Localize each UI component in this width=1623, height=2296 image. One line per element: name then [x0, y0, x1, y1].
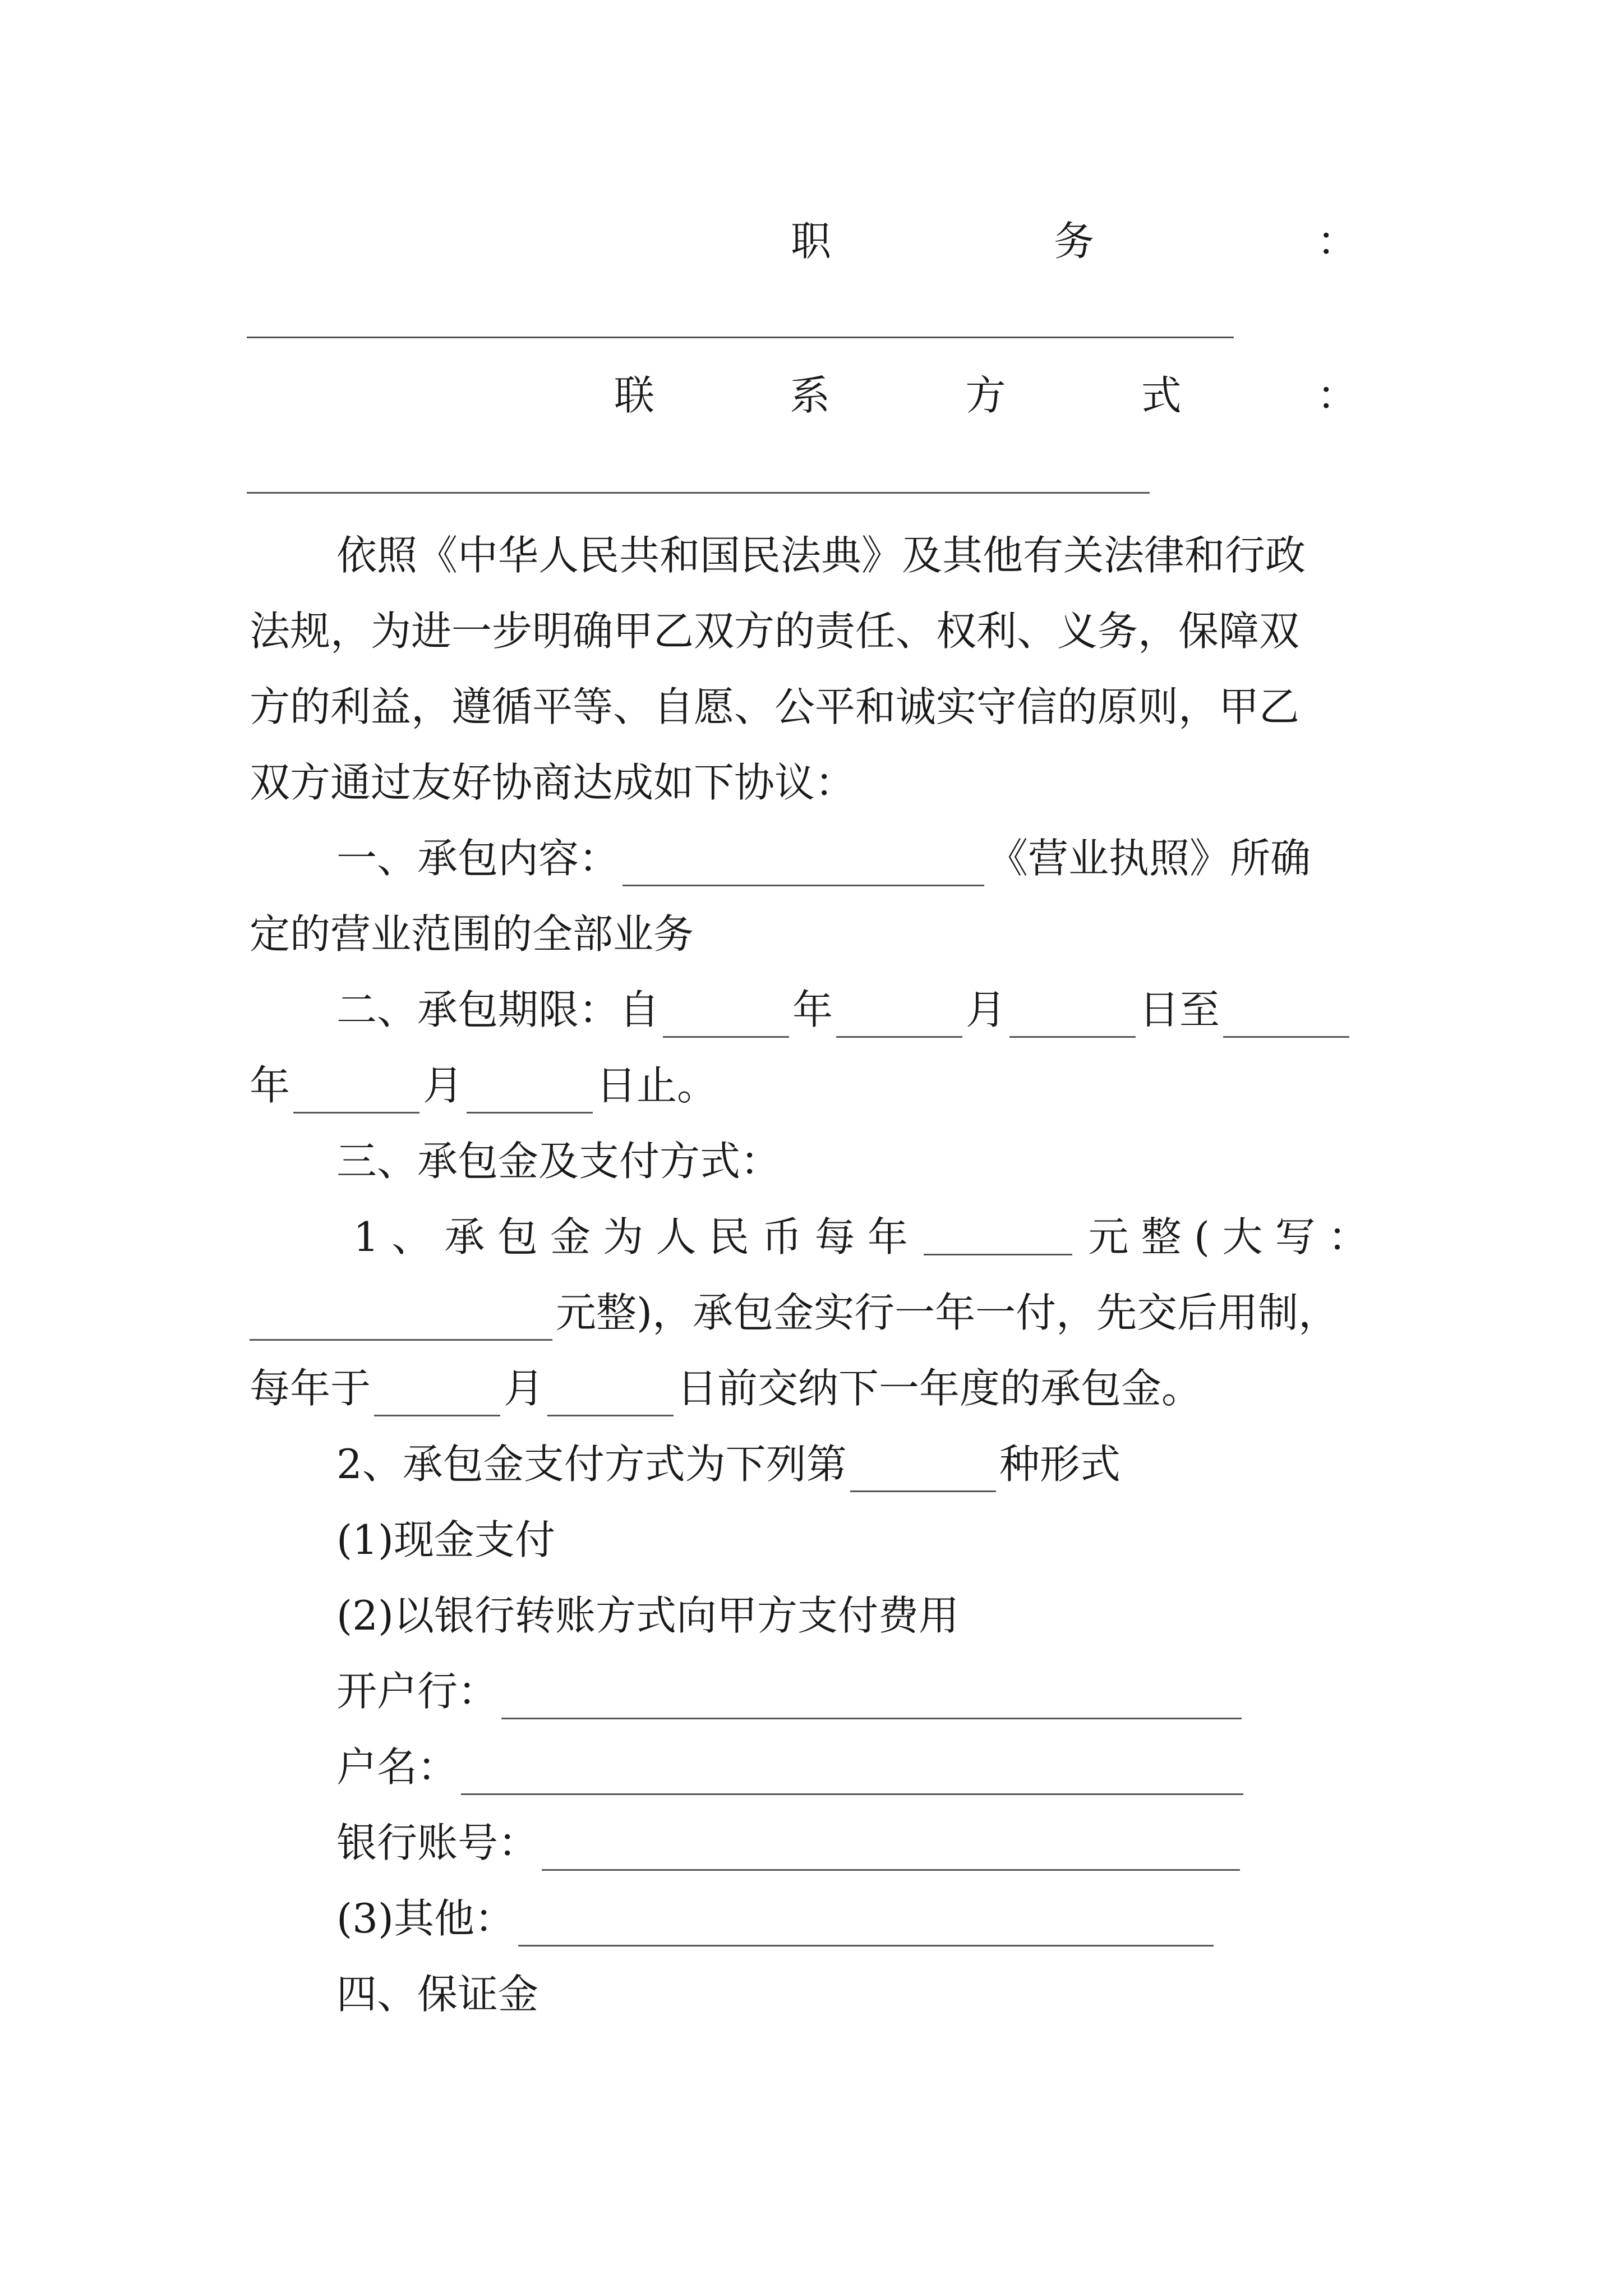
preamble-line: 依照《中华人民共和国民法典》及其他有关法律和行政	[336, 532, 1306, 579]
payment-option-cash: (1)现金支付	[336, 1516, 555, 1563]
bank-name-blank[interactable]	[501, 1673, 1242, 1719]
preamble-line: 方的利益，遵循平等、自愿、公平和诚实守信的原则，甲乙	[250, 683, 1300, 730]
account-name-field: 户名：	[250, 1739, 1399, 1795]
start-day-blank[interactable]	[1009, 991, 1136, 1038]
account-number-blank[interactable]	[542, 1824, 1240, 1871]
annual-fee-blank[interactable]	[924, 1209, 1072, 1255]
payment-item2: 2、承包金支付方式为下列第 种形式	[250, 1436, 1399, 1492]
deadline-day-blank[interactable]	[547, 1370, 674, 1416]
contact-char: 式	[1141, 372, 1182, 419]
other-method-blank[interactable]	[518, 1900, 1214, 1947]
section-contract-content: 一、承包内容： 《营业执照》所确	[250, 830, 1399, 886]
end-month-pre-blank[interactable]	[293, 1067, 419, 1114]
position-blank-line[interactable]	[247, 337, 1234, 338]
account-name-blank[interactable]	[461, 1749, 1243, 1795]
payment-option-transfer: (2)以银行转账方式向甲方支付费用	[336, 1592, 959, 1639]
payment-option-other: (3)其他：	[250, 1890, 1399, 1947]
section-payment-title: 三、承包金及支付方式：	[336, 1138, 781, 1185]
payment-item1: 1 、 承 包 金 为 人 民 币 每 年 元 整 ( 大 写 ：	[353, 1209, 1368, 1265]
annual-fee-uppercase-blank[interactable]	[250, 1294, 552, 1341]
deadline-month-blank[interactable]	[374, 1370, 500, 1416]
payment-item1-deadline: 每年于 月 日前交纳下一年度的承包金。	[250, 1360, 1399, 1416]
end-year-blank[interactable]	[1223, 991, 1349, 1038]
section-contract-term-cont: 年 月 日止。	[250, 1057, 1399, 1114]
contact-colon: ：	[1316, 372, 1357, 419]
contact-char: 系	[790, 372, 831, 419]
position-colon: ：	[1316, 218, 1357, 265]
contact-char: 方	[965, 372, 1006, 419]
account-number-field: 银行账号：	[250, 1815, 1399, 1871]
position-char: 职	[791, 218, 832, 265]
preamble-line: 双方通过友好协商达成如下协议：	[250, 759, 856, 806]
position-char: 务	[1053, 218, 1094, 265]
preamble-line: 法规，为进一步明确甲乙双方的责任、权利、义务，保障双	[250, 608, 1300, 655]
section-contract-term: 二、承包期限：自 年 月 日至	[250, 982, 1399, 1038]
contact-blank-line[interactable]	[247, 492, 1150, 494]
section-contract-content-cont: 定的营业范围的全部业务	[250, 910, 694, 958]
position-label	[791, 213, 1357, 269]
bank-name-field: 开户行：	[250, 1663, 1399, 1719]
payment-method-choice-blank[interactable]	[850, 1446, 996, 1492]
contact-char: 联	[614, 372, 655, 419]
start-month-blank[interactable]	[836, 991, 962, 1038]
section-deposit-title: 四、保证金	[336, 1971, 539, 2018]
start-year-blank[interactable]	[663, 991, 789, 1038]
end-day-blank[interactable]	[467, 1067, 593, 1114]
contract-content-blank[interactable]	[623, 840, 984, 886]
contact-label	[614, 367, 1357, 424]
payment-item1-cont: 元整)，承包金实行一年一付，先交后用制，	[250, 1285, 1399, 1341]
